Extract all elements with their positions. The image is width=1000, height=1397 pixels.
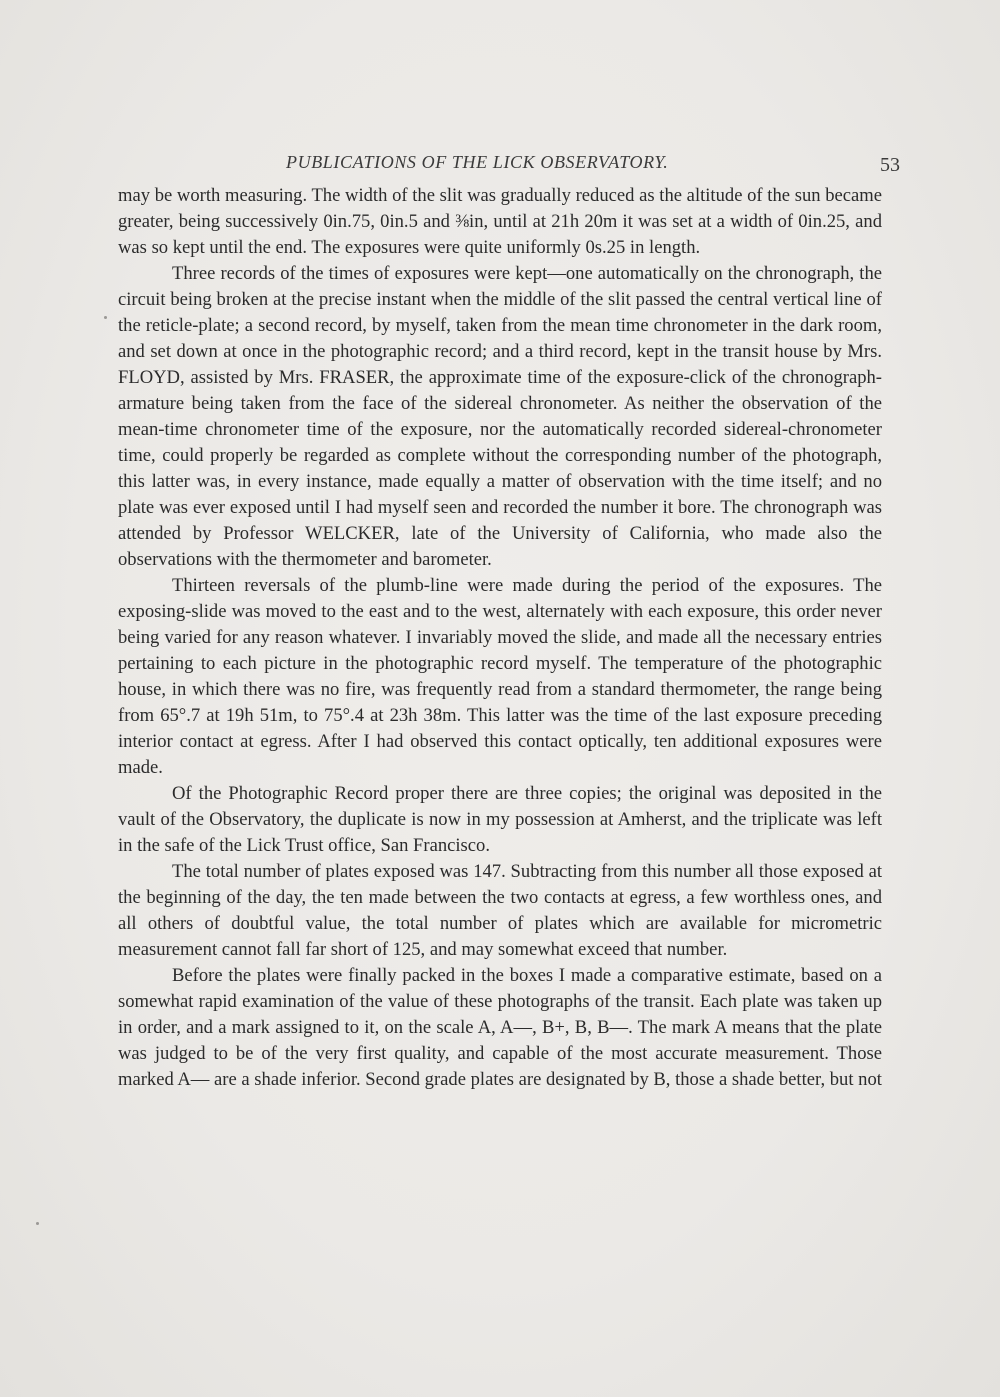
paragraph-plates-total: The total number of plates exposed was 147. Subtracting from this number all those exposed at the beginning of the day, the ten made between the two contacts at egress, a few worthless ones, and all others of doubtful value, the total number of plates which are available for micrometric measurement cannot fall far short of 125, and may somewhat exceed that number. [118,861,882,960]
paragraph-reversals: Thirteen reversals of the plumb-line were made during the period of the exposures. The exposing-slide was moved to the east and to the west, alternately with each exposure, this order never being varied for any reason whatever. I invariably moved the slide, and made all the necessary entries pertaining to each picture in the photographic record myself. The temperature of the photographic house, in which there was no fire, was frequently read from a standard thermometer, the range being from 65°.7 at 19h 51m, to 75°.4 at 23h 38m. This latter was the time of the last exposure preceding interior contact at egress. After I had observed this contact optically, ten additional exposures were made. [118,575,882,778]
stray-mark [104,316,107,319]
paragraph-records: Three records of the times of exposures were kept—one automatically on the chronograph, the circuit being broken at the precise instant when the middle of the slit passed the central vertical line of the reticle-plate; a second record, by myself, taken from the mean time chronometer in the dark room, and set down at once in the photographic record; and a third record, kept in the transit house by Mrs. FLOYD, assisted by Mrs. FRASER, the approximate time of the exposure-click of the chronograph-armature being taken from the face of the sidereal chronometer. As neither the observation of the mean-time chronometer time of the exposure, nor the automatically recorded sidereal-chronometer time, could properly be regarded as complete without the corresponding number of the photograph, this latter was, in every instance, made equally a matter of observation with the time itself; and no plate was ever exposed until I had myself seen and recorded the number it bore. The chronograph was attended by Professor WELCKER, late of the University of California, who made also the observations with the thermometer and barometer. [118,263,882,570]
paragraph-photographic-record: Of the Photographic Record proper there are three copies; the original was deposited in the vault of the Observatory, the duplicate is now in my possession at Amherst, and the triplicate was left in the safe of the Lick Trust office, San Francisco. [118,783,882,856]
paragraph-plate-grading: Before the plates were finally packed in the boxes I made a comparative estimate, based on a somewhat rapid examination of the value of these photographs of the transit. Each plate was taken up in order, and a mark assigned to it, on the scale A, A—, B+, B, B—. The mark A means that the plate was judged to be of the very first quality, and capable of the most accurate measurement. Those marked A— are a shade inferior. Second grade plates are designated by B, those a shade better, but not [118,965,882,1090]
page-number: 53 [880,154,900,176]
running-head [120,152,900,182]
body-text [118,183,882,1093]
stray-mark [36,1222,39,1225]
paragraph-continued: may be worth measuring. The width of the slit was gradually reduced as the altitude of the sun became greater, being successively 0in.75, 0in.5 and ⅜in, until at 21h 20m it was set at a width of 0in.25, and was so kept until the end. The exposures were quite uniformly 0s.25 in length. [118,185,882,258]
running-title: PUBLICATIONS OF THE LICK OBSERVATORY. [286,152,669,172]
